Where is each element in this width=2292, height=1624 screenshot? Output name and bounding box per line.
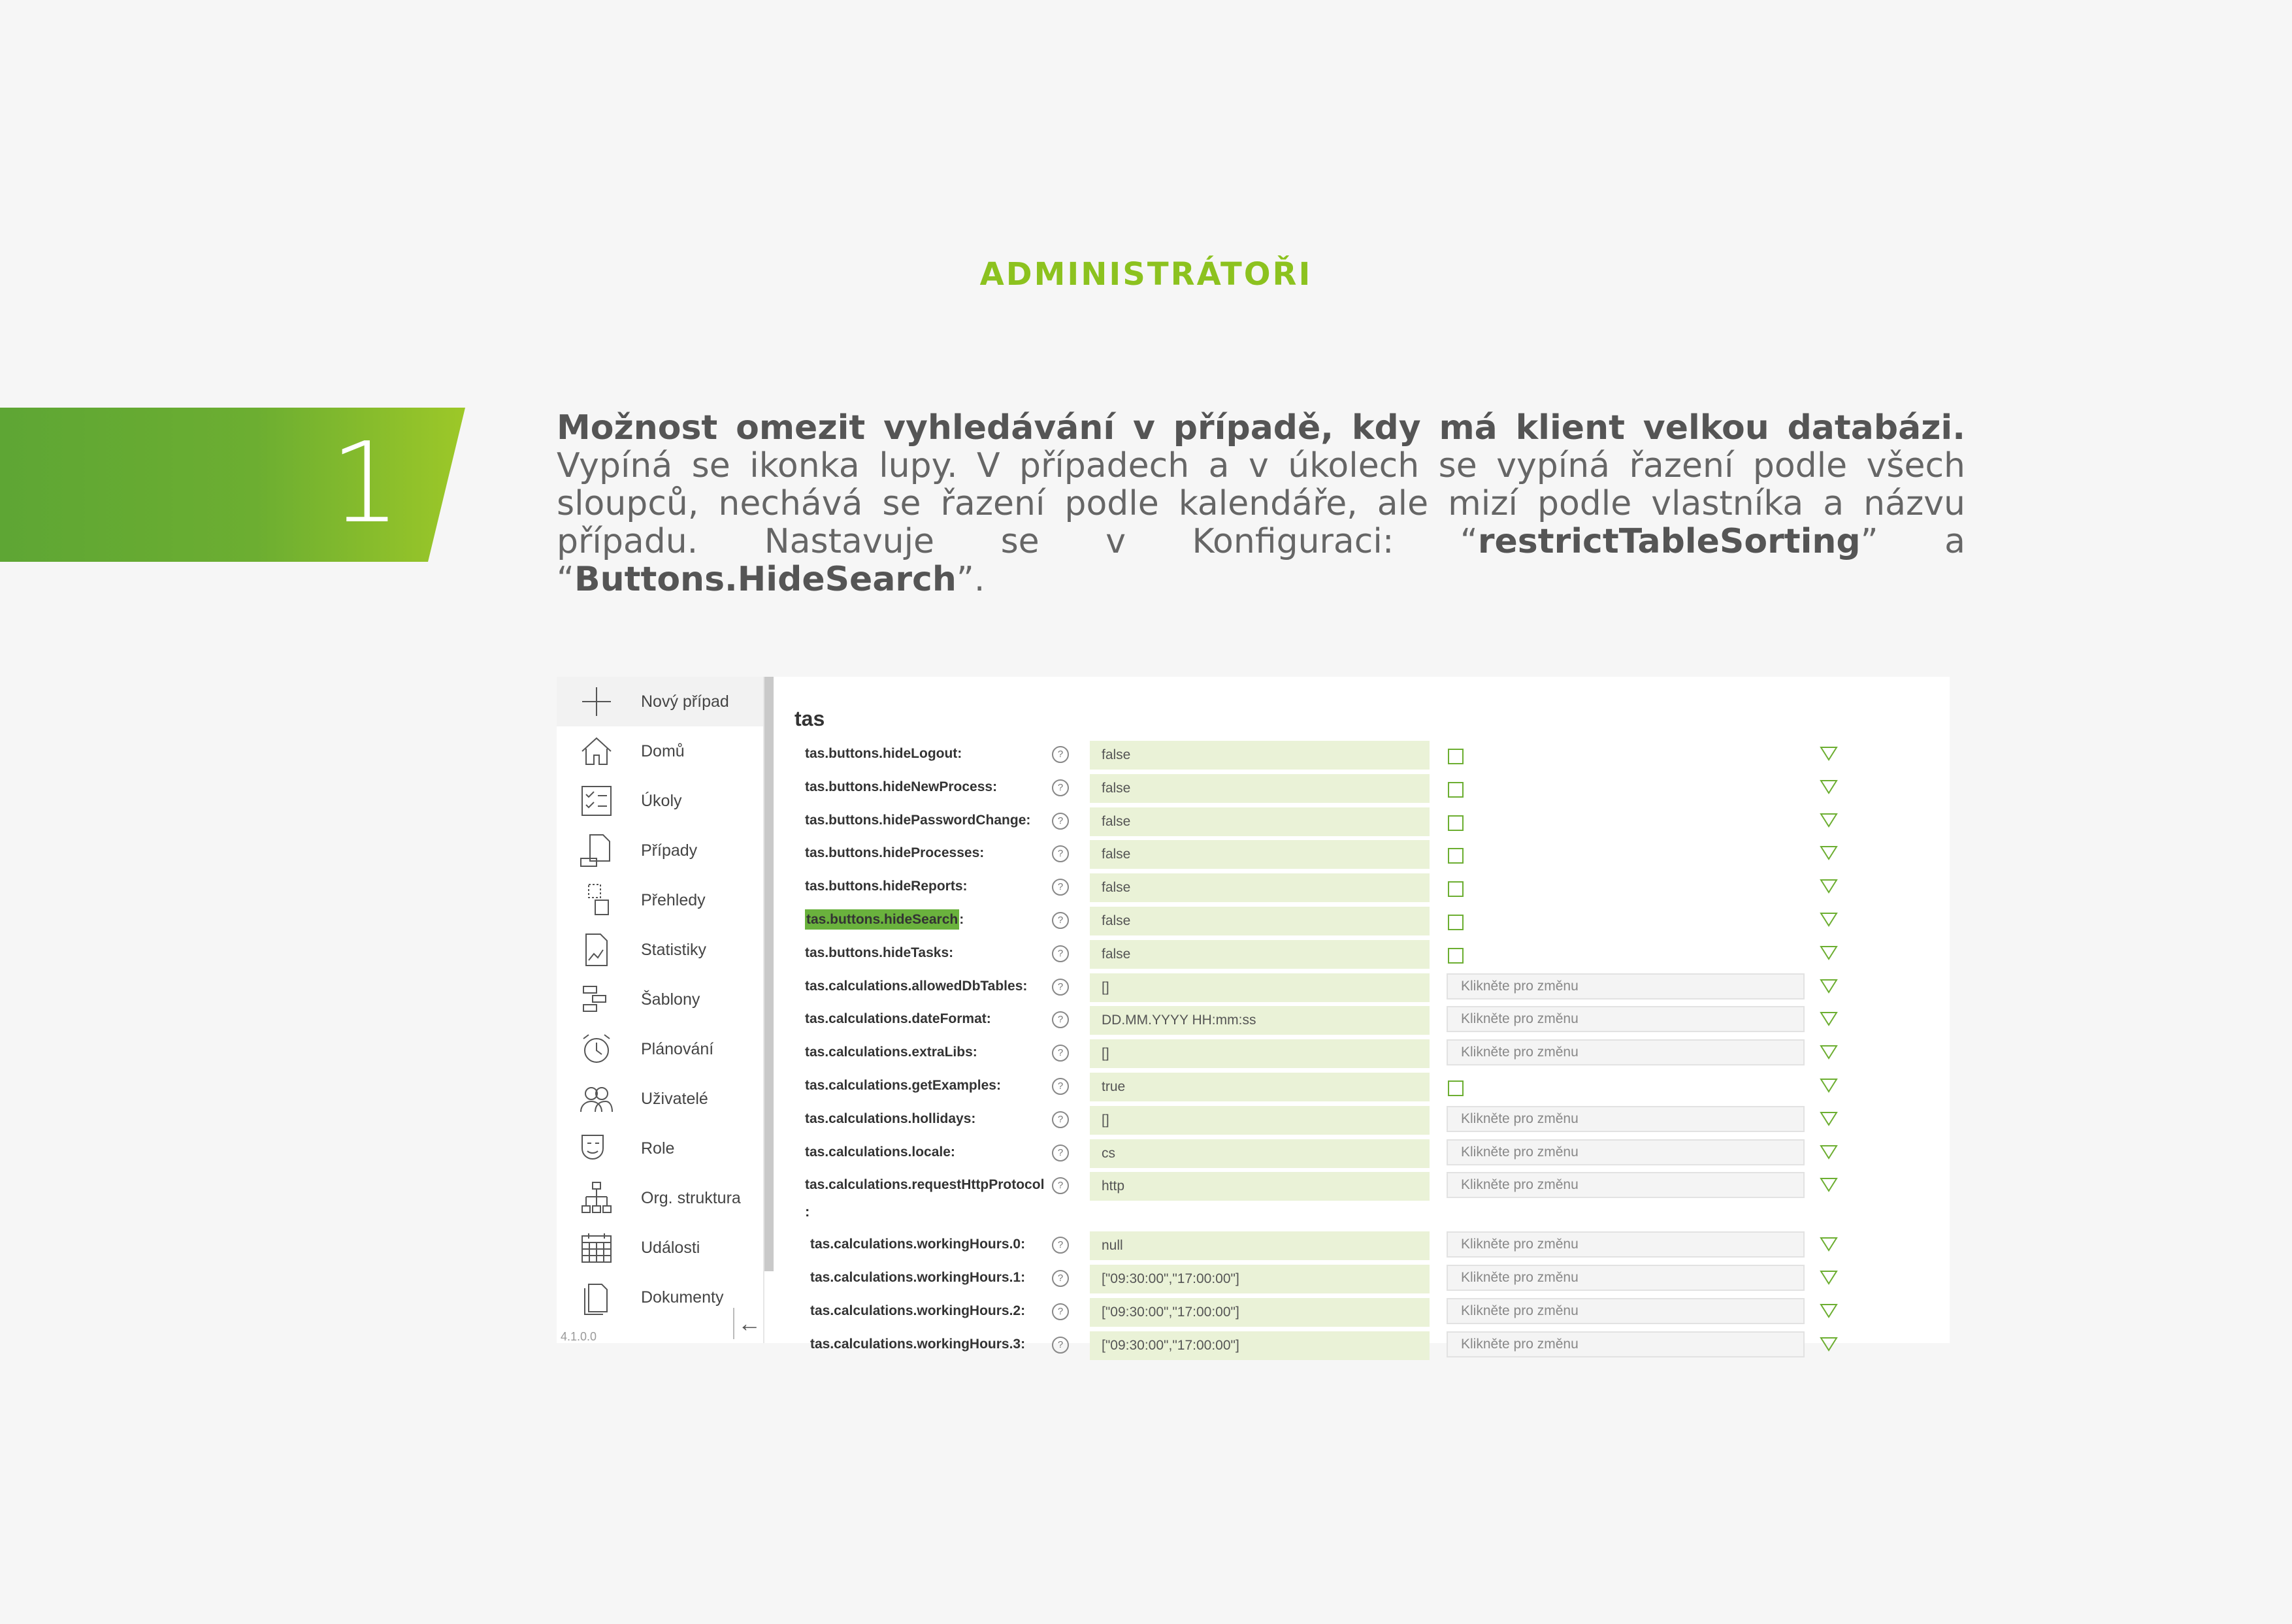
- config-value-field[interactable]: []: [1090, 1106, 1430, 1135]
- config-value-field[interactable]: ["09:30:00","17:00:00"]: [1090, 1331, 1430, 1360]
- config-key: tas.calculations.workingHours.3:: [810, 1336, 1026, 1352]
- help-icon[interactable]: ?: [1052, 1237, 1069, 1254]
- statistics-icon: [576, 930, 617, 970]
- config-row: [774, 1138, 1950, 1171]
- config-value-field[interactable]: ["09:30:00","17:00:00"]: [1090, 1265, 1430, 1293]
- dropdown-triangle-icon[interactable]: [1819, 1176, 1839, 1193]
- sidebar-item-planovani[interactable]: [557, 1024, 763, 1074]
- config-row: [774, 739, 1950, 772]
- dropdown-triangle-icon[interactable]: [1819, 977, 1839, 994]
- config-value-field[interactable]: []: [1090, 973, 1430, 1002]
- users-icon: [576, 1079, 617, 1119]
- sidebar-item-label: Plánování: [641, 1039, 714, 1058]
- help-icon[interactable]: ?: [1052, 845, 1069, 862]
- dropdown-triangle-icon[interactable]: [1819, 778, 1839, 795]
- config-key: tas.calculations.hollidays:: [805, 1111, 976, 1126]
- config-row: [774, 1038, 1950, 1071]
- config-key: [805, 912, 964, 928]
- sidebar-item-role[interactable]: [557, 1124, 763, 1173]
- config-key: tas.calculations.workingHours.0:: [810, 1237, 1026, 1252]
- click-to-change-field[interactable]: Klikněte pro změnu: [1447, 973, 1805, 999]
- click-to-change-field[interactable]: Klikněte pro změnu: [1447, 1172, 1805, 1198]
- dropdown-triangle-icon[interactable]: [1819, 1110, 1839, 1127]
- sidebar-item-label: Dokumenty: [641, 1288, 724, 1307]
- config-value-field[interactable]: []: [1090, 1039, 1430, 1068]
- page-heading: ADMINISTRÁTOŘI: [979, 256, 1313, 293]
- help-icon[interactable]: ?: [1052, 945, 1069, 962]
- sidebar-item-label: Statistiky: [641, 940, 707, 959]
- config-key: tas.calculations.getExamples:: [805, 1078, 1001, 1093]
- dropdown-triangle-icon[interactable]: [1819, 1010, 1839, 1027]
- config-value-field[interactable]: cs: [1090, 1139, 1430, 1168]
- masks-icon: [576, 1128, 617, 1169]
- click-to-change-field[interactable]: Klikněte pro změnu: [1447, 1231, 1805, 1258]
- config-row: [774, 773, 1950, 805]
- help-icon[interactable]: ?: [1052, 1145, 1069, 1161]
- sidebar-item-uzivatele[interactable]: [557, 1074, 763, 1124]
- config-checkbox[interactable]: [1448, 915, 1464, 930]
- help-icon[interactable]: ?: [1052, 1045, 1069, 1062]
- sidebar-item-org-struktura[interactable]: [557, 1173, 763, 1223]
- sidebar-item-pripady[interactable]: [557, 826, 763, 875]
- overviews-icon: [576, 880, 617, 920]
- sidebar-scrollbar[interactable]: [764, 677, 774, 1271]
- config-section-title: tas: [794, 707, 825, 730]
- dropdown-triangle-icon[interactable]: [1819, 1143, 1839, 1160]
- config-value-field[interactable]: ["09:30:00","17:00:00"]: [1090, 1298, 1430, 1327]
- help-icon[interactable]: ?: [1052, 813, 1069, 830]
- config-checkbox[interactable]: [1448, 881, 1464, 897]
- help-icon[interactable]: ?: [1052, 746, 1069, 763]
- config-row: [774, 1330, 1950, 1363]
- dropdown-triangle-icon[interactable]: [1819, 944, 1839, 961]
- dropdown-triangle-icon[interactable]: [1819, 911, 1839, 928]
- templates-icon: [576, 979, 617, 1020]
- config-value-field[interactable]: false: [1090, 940, 1430, 969]
- sidebar-item-label: Události: [641, 1238, 700, 1257]
- plus-icon: [576, 681, 617, 722]
- config-value-field[interactable]: false: [1090, 741, 1430, 770]
- sidebar-item-label: Úkoly: [641, 791, 682, 810]
- click-to-change-field[interactable]: Klikněte pro změnu: [1447, 1006, 1805, 1032]
- sidebar-item-label: Případy: [641, 841, 698, 860]
- dropdown-triangle-icon[interactable]: [1819, 844, 1839, 861]
- config-key: tas.buttons.hideNewProcess:: [805, 779, 998, 794]
- help-icon[interactable]: ?: [1052, 879, 1069, 896]
- dropdown-triangle-icon[interactable]: [1819, 811, 1839, 828]
- sidebar-item-ukoly[interactable]: [557, 776, 763, 826]
- config-screenshot: [557, 677, 1950, 1353]
- config-key: tas.calculations.locale:: [805, 1144, 955, 1160]
- sidebar-item-label: Nový případ: [641, 692, 729, 711]
- config-key: tas.buttons.hidePasswordChange:: [805, 812, 1031, 828]
- config-row: [774, 1005, 1950, 1037]
- home-icon: [576, 731, 617, 771]
- checklist-icon: [576, 781, 617, 821]
- config-checkbox[interactable]: [1448, 749, 1464, 764]
- help-icon[interactable]: ?: [1052, 1111, 1069, 1128]
- config-value-field[interactable]: false: [1090, 774, 1430, 803]
- config-row: [774, 972, 1950, 1005]
- calendar-icon: [576, 1227, 617, 1268]
- sidebar-item-label: Role: [641, 1139, 675, 1158]
- config-row: [774, 939, 1950, 971]
- click-to-change-field[interactable]: Klikněte pro změnu: [1447, 1039, 1805, 1065]
- config-checkbox[interactable]: [1448, 848, 1464, 864]
- config-key: tas.buttons.hideLogout:: [805, 746, 962, 761]
- sidebar-item-label: Šablony: [641, 990, 700, 1009]
- config-value-field[interactable]: false: [1090, 807, 1430, 836]
- config-value-field[interactable]: false: [1090, 840, 1430, 869]
- intro-bold-hidesearch: Buttons.HideSearch: [574, 560, 957, 599]
- dropdown-triangle-icon[interactable]: [1819, 1269, 1839, 1286]
- config-row: [774, 1297, 1950, 1329]
- help-icon[interactable]: ?: [1052, 912, 1069, 929]
- click-to-change-field[interactable]: Klikněte pro změnu: [1447, 1298, 1805, 1324]
- config-key: tas.calculations.allowedDbTables:: [805, 978, 1028, 994]
- config-key: tas.calculations.workingHours.2:: [810, 1303, 1026, 1318]
- dropdown-triangle-icon[interactable]: [1819, 1302, 1839, 1319]
- org-chart-icon: [576, 1178, 617, 1218]
- help-icon[interactable]: ?: [1052, 1011, 1069, 1028]
- config-row: [774, 1171, 1950, 1203]
- config-key: tas.calculations.requestHttpProtocol: [805, 1177, 1045, 1193]
- sidebar-item-udalosti[interactable]: [557, 1223, 763, 1273]
- config-panel: [774, 677, 1950, 1353]
- config-key-colon: :: [959, 912, 964, 927]
- config-checkbox[interactable]: [1448, 782, 1464, 798]
- arrow-left-icon: ←: [738, 1310, 761, 1337]
- config-row: [774, 1071, 1950, 1104]
- config-value-field[interactable]: http: [1090, 1172, 1430, 1201]
- sidebar-item-label: Domů: [641, 741, 685, 760]
- intro-text-1: Vypíná se ikonka lupy. V případech a v úkolech se vypíná řazení podle všech sloupců, nechává se řazení podle kalendáře, ale mizí podle vlastníka a názvu případu. Nastavuje se v Konfiguraci: “: [557, 446, 1965, 561]
- dropdown-triangle-icon[interactable]: [1819, 745, 1839, 762]
- config-key: tas.calculations.workingHours.1:: [810, 1270, 1026, 1285]
- config-key: tas.calculations.dateFormat:: [805, 1011, 991, 1027]
- config-row: [774, 1230, 1950, 1263]
- sidebar-item-dokumenty[interactable]: [557, 1273, 763, 1322]
- click-to-change-field[interactable]: Klikněte pro změnu: [1447, 1106, 1805, 1132]
- sidebar-item-label: Přehledy: [641, 890, 706, 909]
- config-checkbox[interactable]: [1448, 1080, 1464, 1096]
- sidebar: [557, 677, 764, 1343]
- cases-icon: [576, 830, 617, 871]
- config-value-field[interactable]: true: [1090, 1073, 1430, 1101]
- config-row: [774, 806, 1950, 839]
- config-checkbox[interactable]: [1448, 948, 1464, 964]
- config-value-field[interactable]: DD.MM.YYYY HH:mm:ss: [1090, 1006, 1430, 1035]
- click-to-change-field[interactable]: Klikněte pro změnu: [1447, 1265, 1805, 1291]
- sidebar-item-prehledy[interactable]: [557, 875, 763, 925]
- help-icon[interactable]: ?: [1052, 1337, 1069, 1354]
- sidebar-item-label: Org. struktura: [641, 1188, 741, 1207]
- dropdown-triangle-icon[interactable]: [1819, 1043, 1839, 1060]
- app-version: 4.1.0.0: [561, 1330, 597, 1343]
- help-icon[interactable]: ?: [1052, 1177, 1069, 1194]
- config-row: [774, 872, 1950, 905]
- intro-text-3: ”.: [956, 560, 985, 599]
- config-row: [774, 1105, 1950, 1137]
- wrapped-key-colon: :: [805, 1203, 810, 1220]
- config-row: [774, 1263, 1950, 1296]
- dropdown-triangle-icon[interactable]: [1819, 877, 1839, 894]
- config-row: [774, 839, 1950, 871]
- dropdown-triangle-icon[interactable]: [1819, 1335, 1839, 1352]
- intro-text-2: ” a “: [557, 522, 1965, 599]
- help-icon[interactable]: ?: [1052, 779, 1069, 796]
- alarm-clock-icon: [576, 1029, 617, 1069]
- help-icon[interactable]: ?: [1052, 1270, 1069, 1287]
- intro-paragraph: [557, 409, 1965, 598]
- config-key: tas.buttons.hideProcesses:: [805, 845, 985, 861]
- config-value-field[interactable]: false: [1090, 873, 1430, 902]
- dropdown-triangle-icon[interactable]: [1819, 1077, 1839, 1094]
- section-number: 1: [330, 419, 401, 548]
- intro-bold-lead: Možnost omezit vyhledávání v případě, kdy má klient velkou databázi.: [557, 408, 1965, 447]
- help-icon[interactable]: ?: [1052, 979, 1069, 996]
- config-value-field[interactable]: null: [1090, 1231, 1430, 1260]
- sidebar-item-novy-pripad[interactable]: [557, 677, 763, 726]
- config-value-field[interactable]: false: [1090, 907, 1430, 935]
- click-to-change-field[interactable]: Klikněte pro změnu: [1447, 1139, 1805, 1165]
- documents-icon: [576, 1277, 617, 1318]
- config-key-highlight: tas.buttons.hideSearch: [805, 909, 959, 930]
- intro-bold-restrict: restrictTableSorting: [1477, 522, 1861, 561]
- collapse-sidebar-button[interactable]: [733, 1308, 764, 1339]
- dropdown-triangle-icon[interactable]: [1819, 1235, 1839, 1252]
- sidebar-item-domu[interactable]: [557, 726, 763, 776]
- config-key: tas.buttons.hideTasks:: [805, 945, 954, 960]
- config-key: tas.buttons.hideReports:: [805, 879, 968, 894]
- sidebar-item-sablony[interactable]: [557, 975, 763, 1024]
- sidebar-item-label: Uživatelé: [641, 1089, 708, 1108]
- config-checkbox[interactable]: [1448, 815, 1464, 831]
- click-to-change-field[interactable]: Klikněte pro změnu: [1447, 1331, 1805, 1357]
- config-key: tas.calculations.extraLibs:: [805, 1045, 977, 1060]
- help-icon[interactable]: ?: [1052, 1303, 1069, 1320]
- config-row: [774, 905, 1950, 938]
- sidebar-item-statistiky[interactable]: [557, 925, 763, 975]
- help-icon[interactable]: ?: [1052, 1078, 1069, 1095]
